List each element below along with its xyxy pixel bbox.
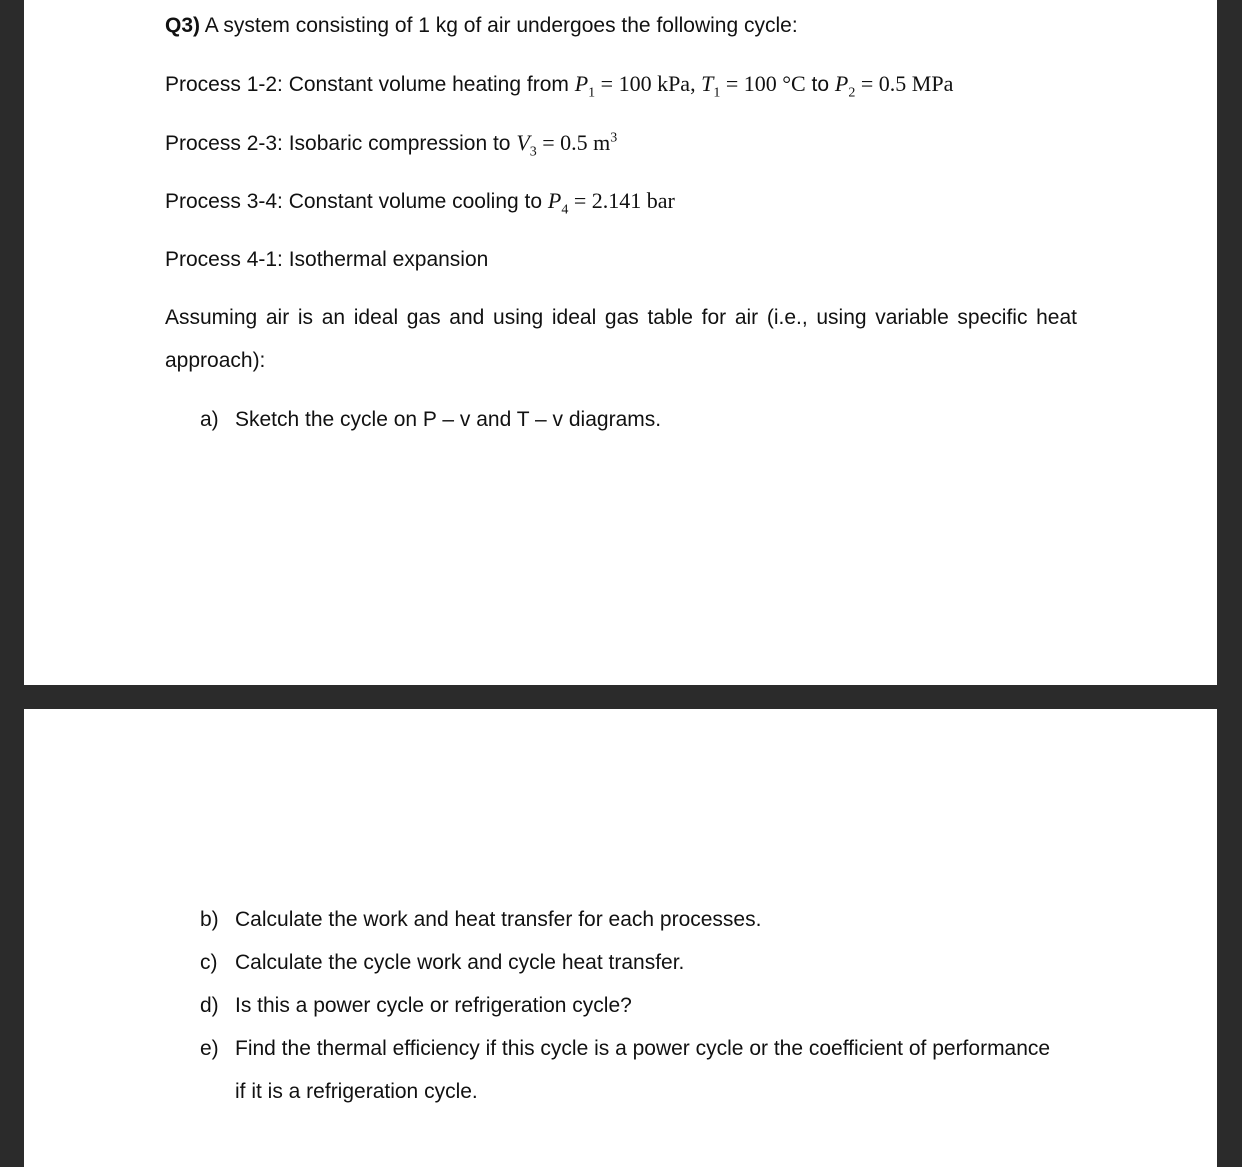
item-d-text: Is this a power cycle or refrigeration cycle? — [235, 994, 632, 1017]
p4-subscript: 4 — [561, 202, 569, 218]
process-4-1 — [165, 247, 488, 273]
p2-symbol: P — [834, 71, 849, 96]
item-e-continuation: if it is a refrigeration cycle. — [235, 1080, 478, 1103]
p2-subscript: 2 — [848, 85, 856, 101]
item-c-letter: c) — [200, 951, 218, 974]
question-label: Q3) — [165, 14, 201, 37]
to-text: to — [805, 73, 835, 96]
process-2-3 — [165, 130, 618, 160]
v3-symbol: V — [516, 130, 530, 155]
question-heading — [165, 13, 798, 39]
p4-symbol: P — [547, 188, 562, 213]
process-1-2-label: Process 1-2: Constant volume heating from — [165, 73, 575, 96]
v3-subscript: 3 — [529, 144, 537, 160]
item-e-letter: e) — [200, 1037, 219, 1060]
assumption-line-2: approach): — [165, 349, 266, 372]
document-page-top — [24, 0, 1217, 685]
v3-superscript: 3 — [610, 130, 618, 146]
item-c-text: Calculate the cycle work and cycle heat transfer. — [235, 951, 685, 974]
item-a-letter: a) — [200, 408, 219, 431]
t1-symbol: T — [701, 71, 714, 96]
document-page-bottom — [24, 709, 1217, 1167]
item-b-letter: b) — [200, 908, 219, 931]
item-b-text: Calculate the work and heat transfer for each processes. — [235, 908, 762, 931]
process-4-1-label: Process 4-1: Isothermal expansion — [165, 248, 489, 271]
t1-subscript: 1 — [713, 85, 721, 101]
p1-value: = 100 kPa, — [595, 71, 702, 96]
process-3-4 — [165, 188, 675, 218]
p1-symbol: P — [574, 71, 589, 96]
p2-value: = 0.5 MPa — [855, 71, 954, 96]
p1-subscript: 1 — [588, 85, 596, 101]
process-2-3-label: Process 2-3: Isobaric compression to — [165, 132, 517, 155]
p4-value: = 2.141 bar — [568, 188, 675, 213]
v3-value: = 0.5 m — [536, 130, 611, 155]
item-d-letter: d) — [200, 994, 219, 1017]
assumption-line-1: Assuming air is an ideal gas and using ideal gas table for air (i.e., using variable specific heat — [165, 306, 1077, 329]
item-e-text: Find the thermal efficiency if this cycle is a power cycle or the coefficient of performance — [235, 1037, 1051, 1060]
t1-value: = 100 °C — [720, 71, 806, 96]
process-1-2 — [165, 71, 954, 101]
process-3-4-label: Process 3-4: Constant volume cooling to — [165, 190, 548, 213]
question-intro: A system consisting of 1 kg of air undergoes the following cycle: — [200, 14, 798, 37]
item-a-text: Sketch the cycle on P – v and T – v diagrams. — [235, 408, 662, 431]
